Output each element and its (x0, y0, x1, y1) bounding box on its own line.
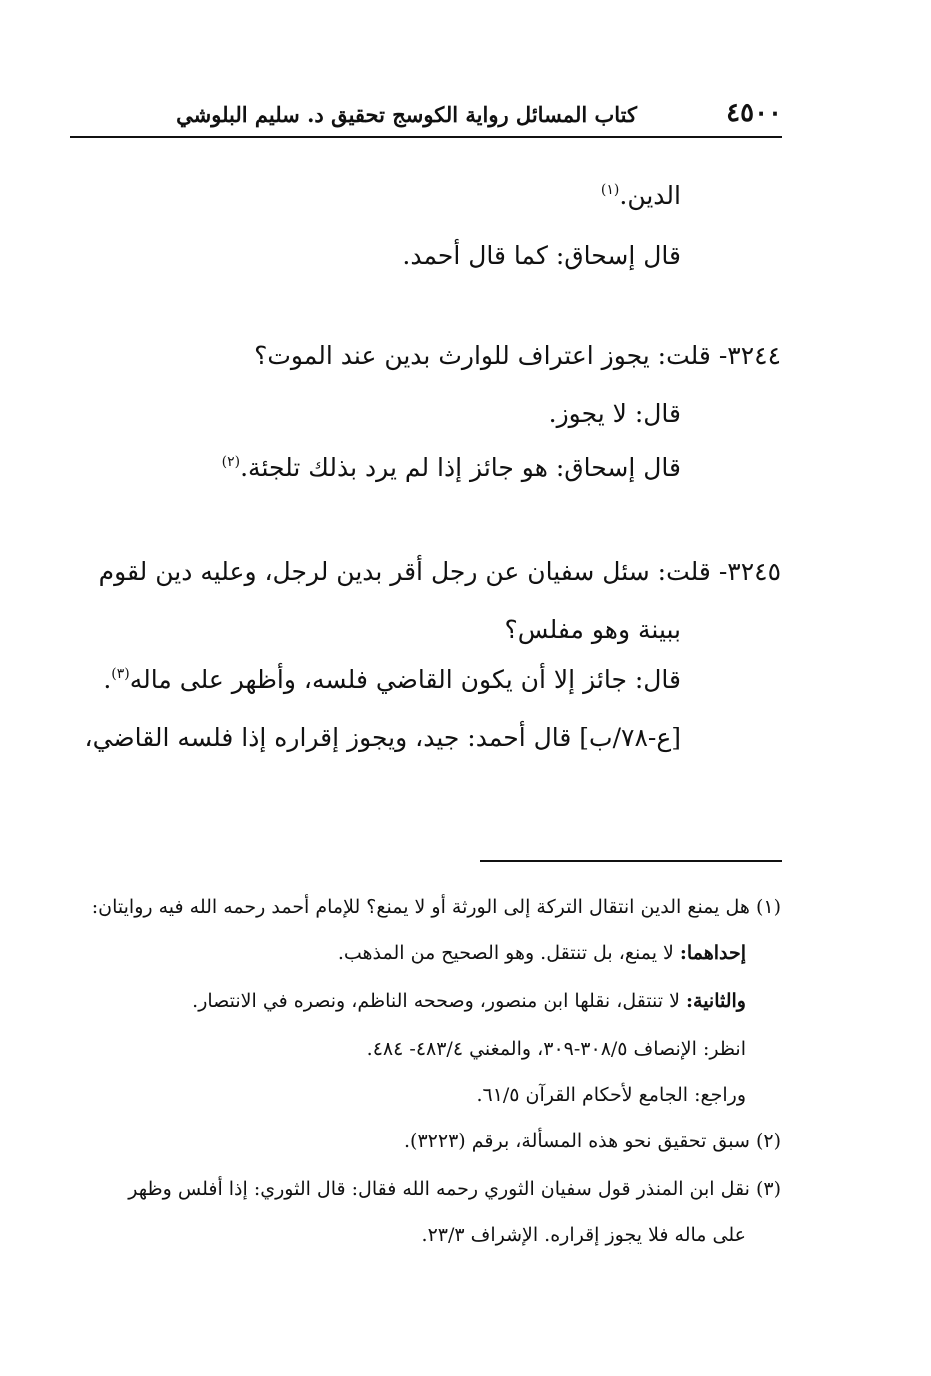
footnote-1-line-2-text: لا يمنع، بل تنتقل. وهو الصحيح من المذهب. (337, 942, 680, 964)
body-line-5-text: قال إسحاق: هو جائز إذا لم يرد بذلك تلجئة. (240, 453, 681, 482)
footnote-1-line-2-label: إحداهما: (679, 942, 746, 964)
page-header (70, 96, 782, 138)
footnote-1-line-3-label: والثانية: (686, 990, 746, 1012)
footnote-1-line-3 (192, 988, 746, 1014)
body-line-8-text: قال: جائز إلا أن يكون القاضي فلسه، وأظهر على ماله (129, 665, 681, 694)
footnote-ref-2: (٢) (221, 454, 241, 470)
footnote-1-line-4: انظر: الإنصاف ٣٠٨/٥-٣٠٩، والمغني ٤٨٣/٤- ٤٨٤. (366, 1038, 746, 1060)
footnote-3-line-2: على ماله فلا يجوز إقراره. الإشراف ٢٣/٣. (421, 1224, 746, 1246)
footnote-1-line-5: وراجع: الجامع لأحكام القرآن ٦١/٥. (476, 1084, 746, 1106)
footnote-1-line-3-text: لا تنتقل، نقلها ابن منصور، وصححه الناظم، ونصره في الانتصار. (192, 990, 686, 1012)
footnote-1: (١) هل يمنع الدين انتقال التركة إلى الورثة أو لا يمنع؟ للإمام أحمد رحمه الله فيه روايتان: (91, 896, 781, 918)
body-line-8-end: . (103, 665, 112, 694)
body-line-3: ٣٢٤٤- قلت: يجوز اعتراف للوارث بدين عند الموت؟ (254, 341, 781, 370)
footnote-2: (٢) سبق تحقيق نحو هذه المسألة، برقم (٣٢٢٣). (404, 1130, 781, 1152)
body-line-2: قال إسحاق: كما قال أحمد. (402, 241, 681, 270)
body-line-1 (601, 180, 681, 216)
body-line-6: ٣٢٤٥- قلت: سئل سفيان عن رجل أقر بدين لرجل، وعليه دين لقوم (98, 557, 781, 586)
body-line-8 (103, 664, 681, 700)
footnote-ref-1: (١) (600, 182, 620, 198)
footnote-ref-3: (٣) (111, 666, 130, 682)
footnote-3: (٣) نقل ابن المنذر قول سفيان الثوري رحمه الله فقال: قال الثوري: إذا أفلس وظهر (128, 1178, 781, 1200)
page-number: ٤٥٠٠ (726, 98, 782, 128)
body-line-7: ببينة وهو مفلس؟ (504, 615, 681, 644)
running-title: كتاب المسائل رواية الكوسج تحقيق د. سليم البلوشي (176, 102, 637, 127)
footnote-separator (480, 860, 782, 862)
body-line-9: [ع-٧٨/ب] قال أحمد: جيد، ويجوز إقراره إذا فلسه القاضي، (84, 723, 681, 752)
footnote-1-line-2 (338, 940, 746, 966)
body-line-1-text: الدين. (619, 181, 681, 210)
body-line-4: قال: لا يجوز. (548, 399, 681, 428)
body-line-5 (222, 452, 681, 488)
